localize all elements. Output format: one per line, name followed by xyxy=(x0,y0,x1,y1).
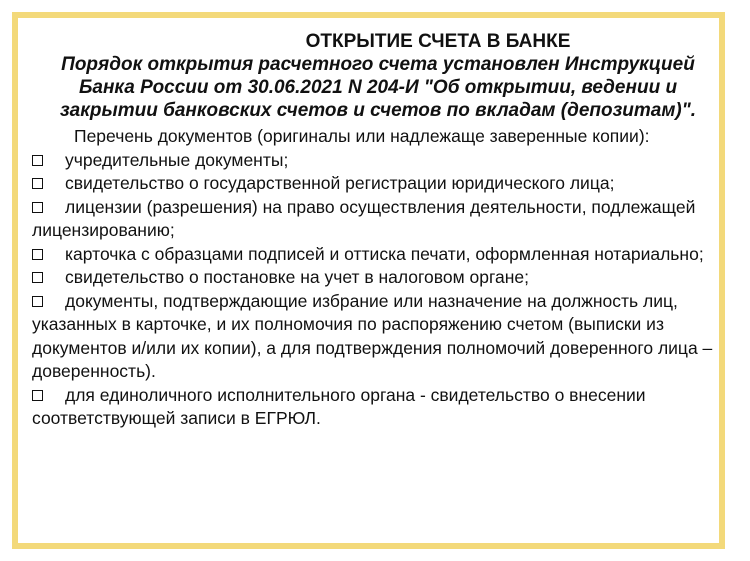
list-item xyxy=(32,266,724,290)
list-item-text: документы, подтверждающие избрание или назначение на должность лиц, указанных в карточке, и их полномочия по распоряжению счетом (выписки из документов и/или их копии), а для подтверждения полномочий доверенного лица – доверенность). xyxy=(32,290,713,381)
list-item xyxy=(32,384,724,431)
list-item-text: для единоличного исполнительного органа - свидетельство о внесении соответствующей записи в ЕГРЮЛ. xyxy=(32,384,646,428)
intro-paragraph: Порядок открытия расчетного счета установлен Инструкцией Банка России от 30.06.2021 N 204-И "Об открытии, ведении и закрытии банковских счетов и счетов по вкладам (депозитам)". xyxy=(59,54,697,121)
square-bullet-icon xyxy=(32,272,43,283)
list-item-text: лицензии (разрешения) на право осуществления деятельности, подлежащей лицензированию; xyxy=(32,196,696,240)
list-item xyxy=(32,172,724,196)
list-item xyxy=(32,290,724,384)
list-item-text: свидетельство о постановке на учет в налоговом органе; xyxy=(65,267,529,287)
slide-frame xyxy=(12,12,725,549)
square-bullet-icon xyxy=(32,155,43,166)
square-bullet-icon xyxy=(32,178,43,189)
list-item-text: учредительные документы; xyxy=(65,149,289,170)
square-bullet-icon xyxy=(32,390,43,401)
list-item-text: свидетельство о государственной регистрации юридического лица; xyxy=(65,173,615,193)
list-item xyxy=(32,243,724,267)
list-item xyxy=(32,196,724,243)
list-item-text: карточка с образцами подписей и оттиска печати, оформленная нотариально; xyxy=(65,243,704,264)
square-bullet-icon xyxy=(32,202,43,213)
slide-content xyxy=(32,30,724,431)
slide-title: ОТКРЫТИЕ СЧЕТА В БАНКЕ xyxy=(305,31,571,52)
documents-list-lead: Перечень документов (оригиналы или надлежаще заверенные копии): xyxy=(74,126,650,146)
square-bullet-icon xyxy=(32,296,43,307)
square-bullet-icon xyxy=(32,249,43,260)
list-item xyxy=(32,149,724,173)
documents-list xyxy=(32,149,724,431)
